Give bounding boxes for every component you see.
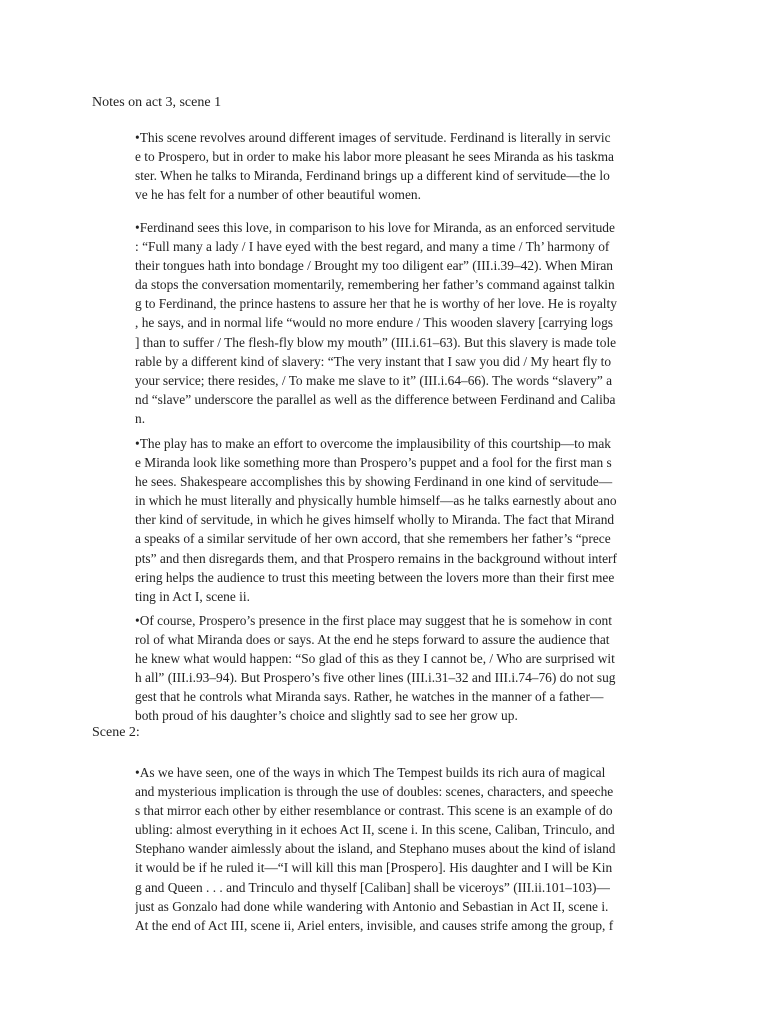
paragraph-doubles (135, 763, 680, 935)
text-line: da stops the conversation momentarily, remembering her father’s command against talkin (135, 277, 615, 293)
paragraph-courtship (135, 434, 680, 606)
text-line: •The play has to make an effort to overcome the implausibility of this courtship—to mak (135, 436, 611, 451)
text-line: rol of what Miranda does or says. At the end he steps forward to assure the audience that (135, 632, 610, 648)
text-line: just as Gonzalo had done while wandering with Antonio and Sebastian in Act II, scene i. (135, 898, 609, 914)
text-line: g and Queen . . . and Trinculo and thyself [Caliban] shall be viceroys” (III.ii.101–103)— (135, 879, 610, 895)
text-line: g to Ferdinand, the prince hastens to assure her that he is worthy of her love. He is royalty (135, 296, 617, 312)
text-line: it would be if he ruled it—“I will kill this man [Prospero]. His daughter and I will be Kin (135, 860, 613, 876)
text-line: h all” (III.i.93–94). But Prospero’s five other lines (III.i.31–32 and III.i.74–76) do not sug (135, 670, 616, 686)
text-line: your service; there resides, / To make me slave to it” (III.i.64–66). The words “slavery” a (135, 372, 613, 388)
text-line: •Of course, Prospero’s presence in the first place may suggest that he is somehow in cont (135, 613, 612, 628)
paragraph-enforced-servitude (135, 218, 680, 428)
text-line: e to Prospero, but in order to make his labor more pleasant he sees Miranda as his taskma (135, 149, 614, 165)
text-line: n. (135, 410, 146, 426)
text-line: gest that he controls what Miranda says. Rather, he watches in the manner of a father— (135, 689, 604, 705)
text-line: ting in Act I, scene ii. (135, 588, 250, 604)
text-line: ering helps the audience to trust this meeting between the lovers more than their first mee (135, 569, 615, 585)
paragraph-servitude-images (135, 128, 680, 204)
section-heading-scene-2: Scene 2: (92, 725, 140, 740)
text-line: rable by a different kind of slavery: “The very instant that I saw you did / My heart fly to (135, 353, 612, 369)
text-line: Stephano wander aimlessly about the island, and Stephano muses about the kind of island (135, 841, 616, 857)
text-line: ster. When he talks to Miranda, Ferdinand brings up a different kind of servitude—the lo (135, 168, 610, 184)
text-line: in which he must literally and physically humble himself—as he talks earnestly about ano (135, 493, 617, 509)
text-line: he sees. Shakespeare accomplishes this by showing Ferdinand in one kind of servitude— (135, 474, 613, 490)
text-line: he knew what would happen: “So glad of this as they I cannot be, / Who are surprised wit (135, 651, 615, 667)
text-line: •This scene revolves around different images of servitude. Ferdinand is literally in servic (135, 130, 611, 145)
text-line: and mysterious implication is through the use of doubles: scenes, characters, and speeche (135, 784, 614, 800)
text-line: pts” and then disregards them, and that Prospero remains in the background without interf (135, 550, 617, 566)
paragraph-prospero-presence (135, 611, 680, 726)
text-line: e Miranda look like something more than Prospero’s puppet and a fool for the first man s (135, 455, 612, 471)
text-line: ] than to suffer / The flesh-fly blow my mouth” (III.i.61–63). But this slavery is made tole (135, 334, 617, 350)
text-line: •Ferdinand sees this love, in comparison to his love for Miranda, as an enforced servitude (135, 220, 615, 235)
text-line: both proud of his daughter’s choice and slightly sad to see her grow up. (135, 708, 518, 724)
text-line: ve he has felt for a number of other beautiful women. (135, 187, 421, 203)
text-line: ubling: almost everything in it echoes Act II, scene i. In this scene, Caliban, Trinculo, and (135, 822, 615, 838)
text-line: At the end of Act III, scene ii, Ariel enters, invisible, and causes strife among the group, f (135, 917, 614, 933)
text-line: s that mirror each other by either resemblance or contrast. This scene is an example of do (135, 803, 613, 819)
text-line: ther kind of servitude, in which he gives himself wholly to Miranda. The fact that Mirand (135, 512, 615, 528)
text-line: : “Full many a lady / I have eyed with the best regard, and many a time / Th’ harmony of (135, 239, 610, 255)
text-line: •As we have seen, one of the ways in which The Tempest builds its rich aura of magical (135, 765, 606, 780)
text-line: a speaks of a similar servitude of her own accord, that she remembers her father’s “prece (135, 531, 611, 547)
page-title: Notes on act 3, scene 1 (92, 95, 222, 110)
text-line: nd “slave” underscore the parallel as well as the difference between Ferdinand and Caliba (135, 391, 616, 407)
text-line: , he says, and in normal life “would no more endure / This wooden slavery [carrying logs (135, 315, 613, 331)
text-line: their tongues hath into bondage / Brought my too diligent ear” (III.i.39–42). When Miran (135, 258, 613, 274)
